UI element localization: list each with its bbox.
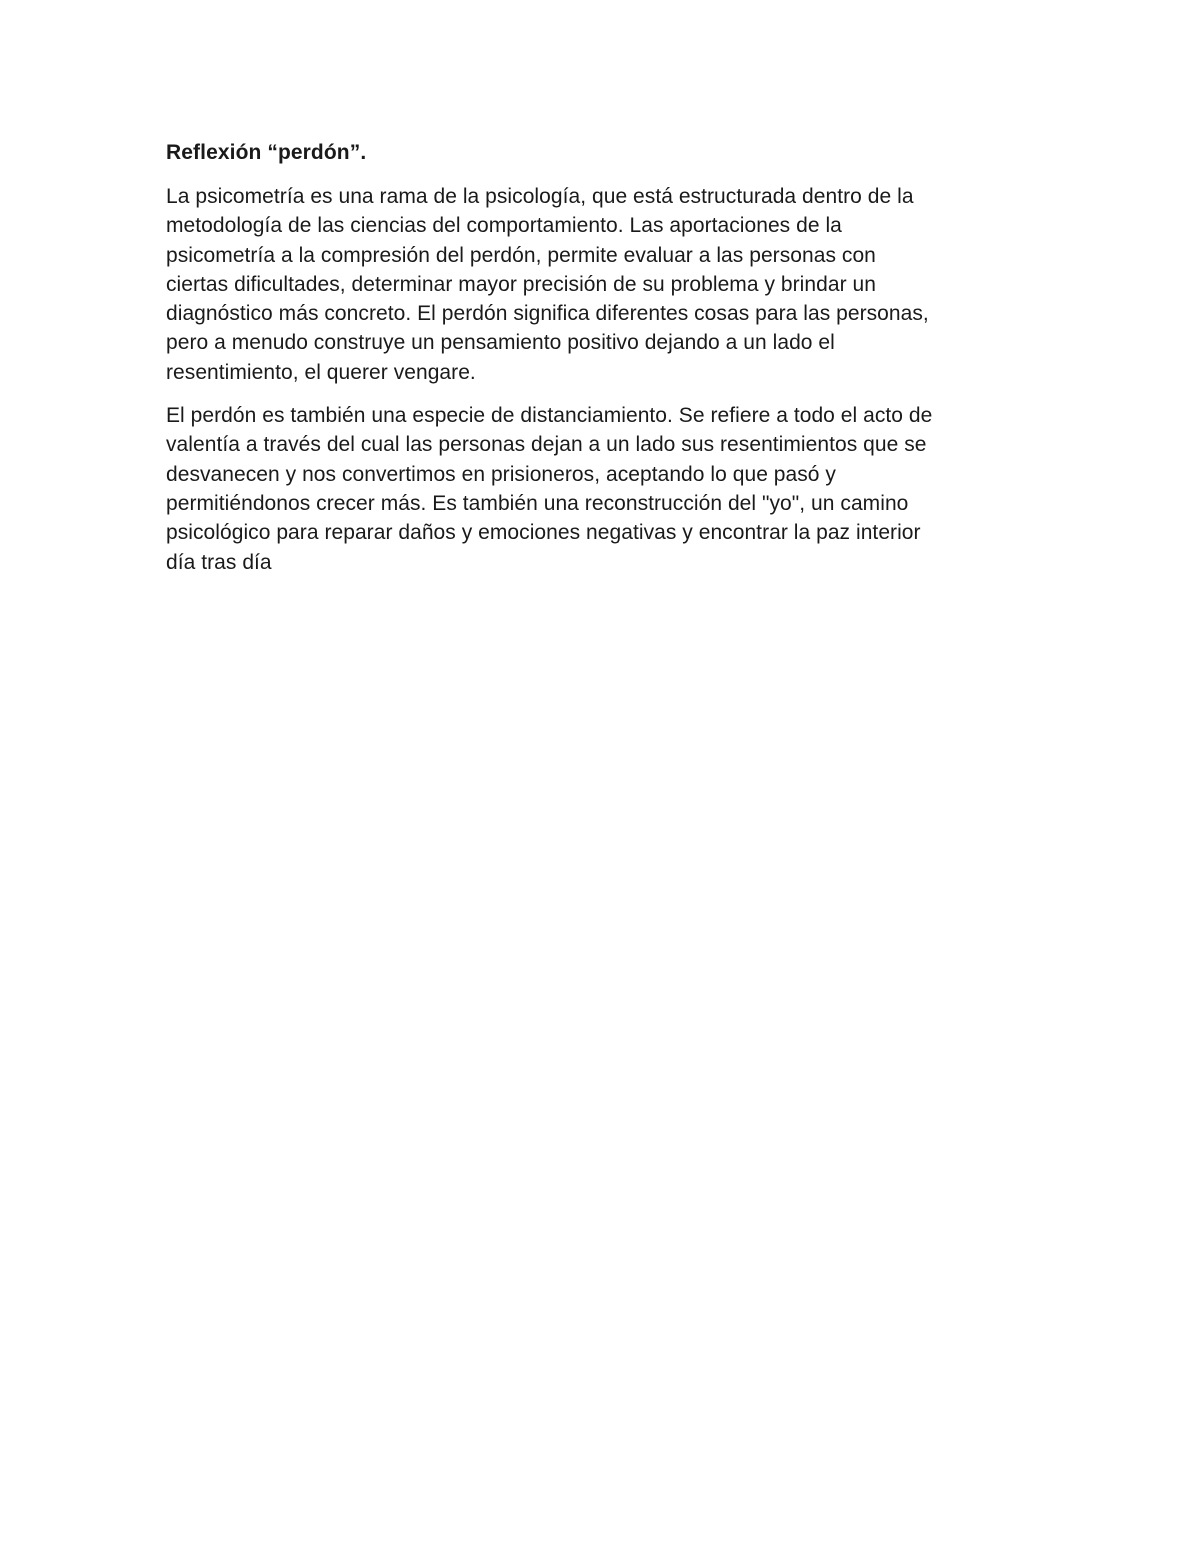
paragraph-1 bbox=[166, 182, 1036, 387]
paragraph-line: ciertas dificultades, determinar mayor precisión de su problema y brindar un bbox=[166, 272, 876, 296]
paragraph-line: desvanecen y nos convertimos en prisioneros, aceptando lo que pasó y bbox=[166, 462, 836, 486]
paragraph-line: valentía a través del cual las personas dejan a un lado sus resentimientos que se bbox=[166, 433, 927, 457]
paragraph-line: resentimiento, el querer vengare. bbox=[166, 360, 476, 384]
paragraph-line: La psicometría es una rama de la psicología, que está estructurada dentro de la bbox=[166, 185, 914, 208]
paragraph-line: psicometría a la compresión del perdón, permite evaluar a las personas con bbox=[166, 243, 876, 267]
document-title: Reflexión “perdón”. bbox=[166, 141, 367, 164]
paragraph-line: diagnóstico más concreto. El perdón significa diferentes cosas para las personas, bbox=[166, 302, 929, 326]
paragraph-line: permitiéndonos crecer más. Es también una reconstrucción del "yo", un camino bbox=[166, 491, 909, 515]
paragraph-line: día tras día bbox=[166, 550, 272, 574]
paragraph-line: El perdón es también una especie de distanciamiento. Se refiere a todo el acto de bbox=[166, 404, 933, 428]
paragraph-line: pero a menudo construye un pensamiento positivo dejando a un lado el bbox=[166, 331, 835, 355]
paragraph-2 bbox=[166, 401, 1036, 577]
paragraph-line: psicológico para reparar daños y emociones negativas y encontrar la paz interior bbox=[166, 521, 921, 545]
paragraph-line: metodología de las ciencias del comportamiento. Las aportaciones de la bbox=[166, 214, 842, 238]
document-body bbox=[166, 138, 1036, 591]
